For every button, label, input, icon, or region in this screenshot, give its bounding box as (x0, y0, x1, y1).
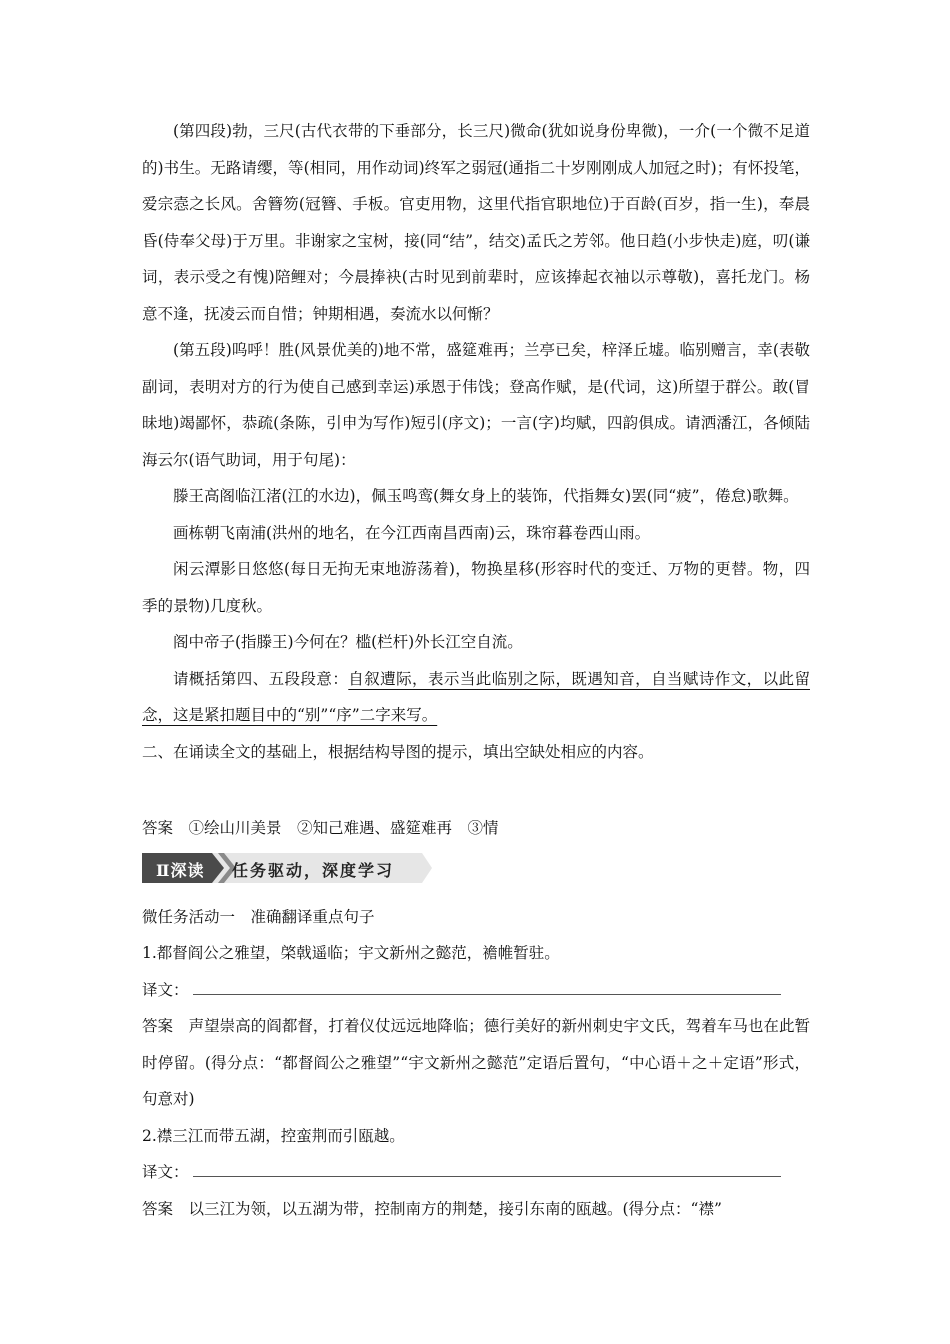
poem-line-1: 滕王高阁临江渚(江的水边)，佩玉鸣鸾(舞女身上的装饰，代指舞女)罢(同“疲”，倦怠)歌舞。 (173, 487, 799, 505)
question-2: 2.襟三江而带五湖，控蛮荆而引瓯越。 (142, 1126, 405, 1145)
translation-label: 译文： (142, 1163, 189, 1181)
paragraph-4: (第四段)勃，三尺(古代衣带的下垂部分，长三尺)微命(犹如说身份卑微)，一介(一个微不足道的)书生。无路请缨，等(相同，用作动词)终军之弱冠(通指二十岁刚刚成人加冠之时)；有怀投笔，爱宗悫之长风。舍簪笏(冠簪、手板。官吏用物，这里代指官职地位)于百龄(百岁，指一生)，奉晨昏(侍奉父母)于万里。非谢家之宝树，接(同“结”，结交)孟氏之芳邻。他日趋(小步快走)庭，叨(谦词，表示受之有愧)陪鲤对；今晨捧袂(古时见到前辈时，应该捧起衣袖以示尊敬)，喜托龙门。杨意不逢，抚凌云而自惜；钟期相遇，奏流水以何惭？ (142, 122, 810, 323)
translation-label: 译文： (142, 980, 189, 999)
poem-line-4: 阁中帝子(指滕王)今何在？槛(栏杆)外长江空自流。 (173, 633, 523, 651)
banner-tag: Ⅱ深读 (156, 860, 205, 880)
diagram-gap (142, 770, 810, 810)
poem-line-2: 画栋朝飞南浦(洪州的地名，在今江西南昌西南)云，珠帘暮卷西山雨。 (173, 523, 651, 542)
task-two-instruction: 二、在诵读全文的基础上，根据结构导图的提示，填出空缺处相应的内容。 (142, 742, 654, 761)
document-body (142, 113, 810, 1227)
answer-1: 答案 声望崇高的阎都督，打着仪仗远远地降临；德行美好的新州刺史宇文氏，驾着车马也在此暂时停留。(得分点：“都督阎公之雅望”“宇文新州之懿范”定语后置句，“中心语＋之＋定语”形式，句意对) (142, 1017, 810, 1108)
summary-answer: 自叙遭际，表示当此临别之际，既遇知音，自当赋诗作文，以此留念，这是紧扣题目中的“别”“序”二字来写。 (142, 669, 810, 724)
section-banner (142, 853, 810, 887)
paragraph-5: (第五段)呜呼！胜(风景优美的)地不常，盛筵难再；兰亭已矣，梓泽丘墟。临别赠言，幸(表敬副词，表明对方的行为使自己感到幸运)承恩于伟饯；登高作赋，是(代词，这)所望于群公。敢(冒昧地)竭鄙怀，恭疏(条陈，引申为写作)短引(序文)；一言(字)均赋，四韵俱成。请洒潘江，各倾陆海云尔(语气助词，用于句尾)： (142, 341, 810, 469)
poem-line-3: 闲云潭影日悠悠(每日无拘无束地游荡着)，物换星移(形容时代的变迁、万物的更替。物，四季的景物)几度秋。 (142, 560, 810, 615)
question-1: 1.都督阎公之雅望，棨戟遥临；宇文新州之懿范，襜帷暂驻。 (142, 944, 560, 962)
summary-prompt: 请概括第四、五段段意： (173, 669, 349, 688)
translation-line-2 (142, 1154, 810, 1191)
answer-2: 答案 以三江为领，以五湖为带，控制南方的荆楚，接引东南的瓯越。(得分点：“襟” (142, 1199, 722, 1218)
summary-question (142, 661, 810, 734)
translation-blank-2[interactable] (193, 1175, 781, 1177)
activity-heading: 微任务活动一 准确翻译重点句子 (142, 907, 375, 926)
banner-title: 任务驱动，深度学习 (232, 860, 395, 880)
translation-line-1 (142, 972, 810, 1009)
translation-blank-1[interactable] (193, 993, 781, 995)
task-two-answer: 答案 ①绘山川美景 ②知己难遇、盛筵难再 ③情 (142, 819, 499, 837)
